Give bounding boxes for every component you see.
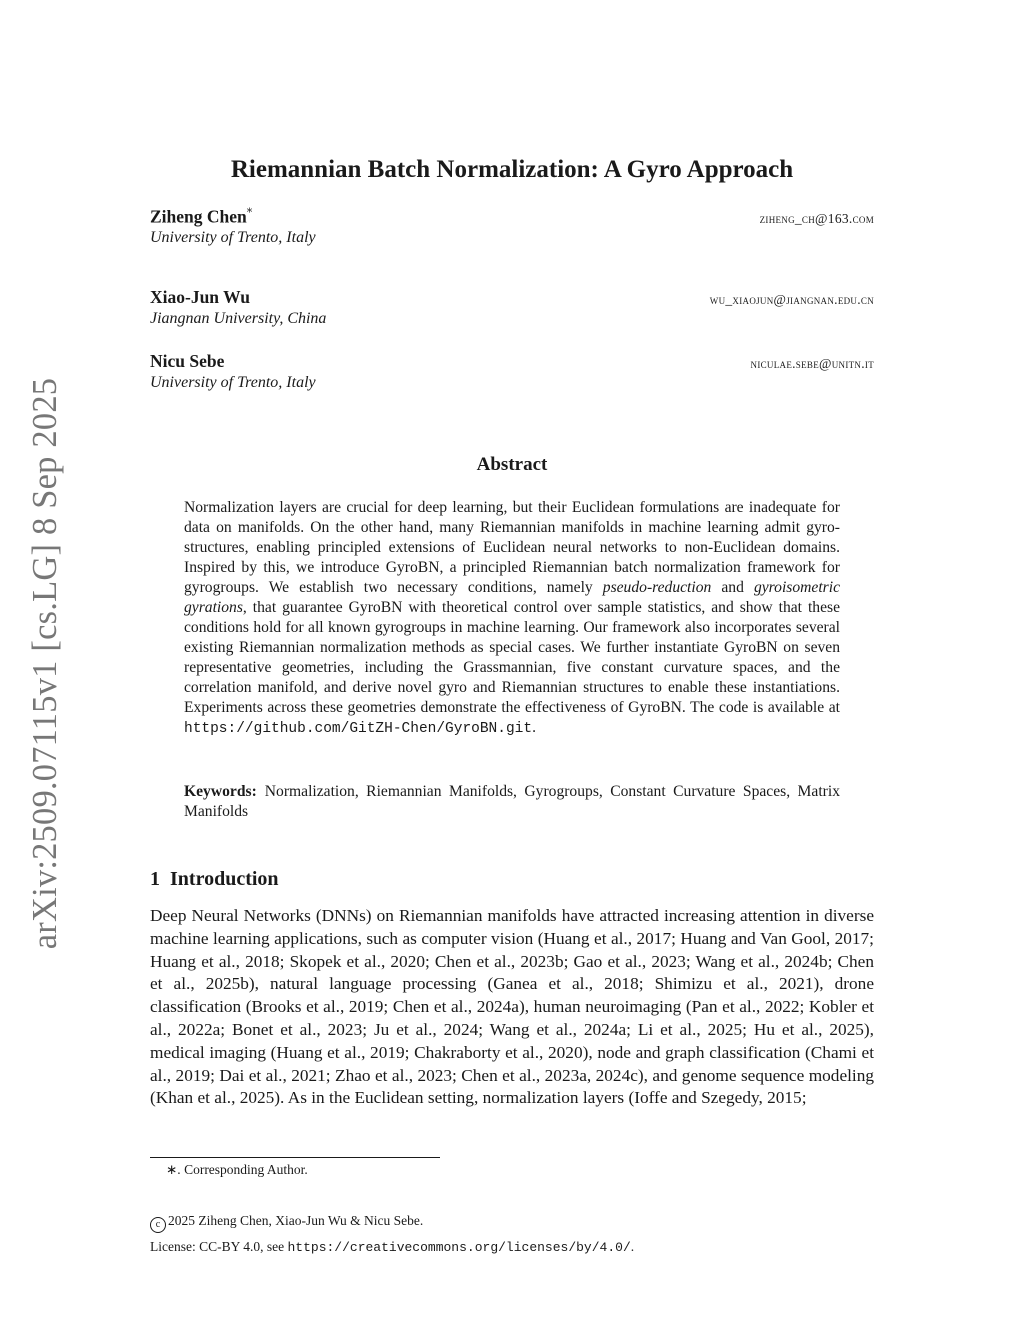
section-title: Introduction <box>170 868 279 890</box>
author-block-3 <box>150 351 316 392</box>
copyright-text: 2025 Ziheng Chen, Xiao-Jun Wu & Nicu Sebe. <box>168 1213 424 1228</box>
copyright-symbol: c <box>150 1217 166 1233</box>
footnote-rule <box>150 1157 440 1158</box>
copyright-line <box>150 1213 423 1233</box>
author-affiliation: Jiangnan University, China <box>150 310 327 327</box>
footnote <box>166 1162 308 1178</box>
section-number: 1 <box>150 868 160 890</box>
introduction-paragraph: Deep Neural Networks (DNNs) on Riemannian manifolds have attracted increasing attention in diverse machine learning applications, such as computer vision (Huang et al., 2017; Huang and Van Gool, 2017; Huang et al., 2018; Skopek et al., 2020; Chen et al., 2023b; Gao et al., 2023; Wang et al., 2024b; Chen et al., 2025b), natural language processing (Ganea et al., 2018; Shimizu et al., 2021), drone classification (Brooks et al., 2019; Chen et al., 2024a), human neuroimaging (Pan et al., 2022; Kobler et al., 2022a; Bonet et al., 2023; Ju et al., 2024; Wang et al., 2024a; Li et al., 2025; Hu et al., 2025), medical imaging (Huang et al., 2019; Chakraborty et al., 2020), node and graph classification (Chami et al., 2019; Dai et al., 2021; Zhao et al., 2023; Chen et al., 2023a, 2024c), and genome sequence modeling (Khan et al., 2025). As in the Euclidean setting, normalization layers (Ioffe and Szegedy, 2015; <box>150 906 874 1108</box>
section-heading <box>150 868 279 891</box>
keywords <box>184 782 840 822</box>
abstract-heading: Abstract <box>476 454 548 475</box>
author-affiliation: University of Trento, Italy <box>150 229 316 247</box>
author-name: Xiao-Jun Wu <box>150 287 251 307</box>
author-email[interactable]: ziheng_ch@163.com <box>759 211 874 226</box>
arxiv-sidebar-stamp <box>20 377 72 949</box>
license-link[interactable]: https://creativecommons.org/licenses/by/4.0/ <box>287 1240 631 1255</box>
keywords-list: Normalization, Riemannian Manifolds, Gyrogroups, Constant Curvature Spaces, Matrix Manifolds <box>184 783 840 820</box>
code-link[interactable]: https://github.com/GitZH-Chen/GyroBN.git <box>184 721 533 737</box>
corresponding-author-mark: * <box>246 206 253 219</box>
author-affiliation: University of Trento, Italy <box>150 374 316 391</box>
author-block-1 <box>150 206 316 247</box>
term-pseudo-reduction: pseudo-reduction <box>602 579 712 596</box>
author-email[interactable]: wu_xiaojun@jiangnan.edu.cn <box>709 292 874 307</box>
author-block-2 <box>150 287 326 328</box>
footnote-text: Corresponding Author. <box>184 1162 308 1177</box>
abstract-body: Normalization layers are crucial for deep learning, but their Euclidean formulations are inadequate for data on manifolds. On the other hand, many Riemannian manifolds in machine learning admit gyro-structures, enabling principled extensions of Euclidean neural networks to non-Euclidean domains. Inspired by this, we introduce GyroBN, a principled Riemannian batch normalization framework for gyrogroups. We establish two necessary conditions, namely pseudo-reduction and gyroisometric gyrations, that guarantee GyroBN with theoretical control over sample statistics, and show that these conditions hold for all known gyrogroups in machine learning. Our framework also incorporates several existing Riemannian normalization methods as special cases. We further instantiate GyroBN on seven representative geometries, including the Grassmannian, five constant curvature spaces, and the correlation manifold, and derive novel gyro and Riemannian structures to enable these instantiations. Experiments across these geometries demonstrate the effectiveness of GyroBN. The code is available at https://github.com/GitZH-Chen/GyroBN.git. <box>184 499 840 737</box>
author-name: Nicu Sebe <box>150 351 225 371</box>
term-gyroisometric-gyrations: gyroisometric gyrations <box>184 579 840 616</box>
author-email[interactable]: niculae.sebe@unitn.it <box>750 356 874 371</box>
paper-title: Riemannian Batch Normalization: A Gyro Approach <box>230 156 794 183</box>
arxiv-identifier: arXiv:2509.07115v1 [cs.LG] 8 Sep 2025 <box>26 377 65 949</box>
author-name: Ziheng Chen <box>150 206 247 227</box>
license-line: License: CC-BY 4.0, see https://creativecommons.org/licenses/by/4.0/. <box>150 1239 635 1255</box>
keywords-label: Keywords: <box>184 783 257 800</box>
footnote-mark: ∗. <box>166 1162 181 1177</box>
